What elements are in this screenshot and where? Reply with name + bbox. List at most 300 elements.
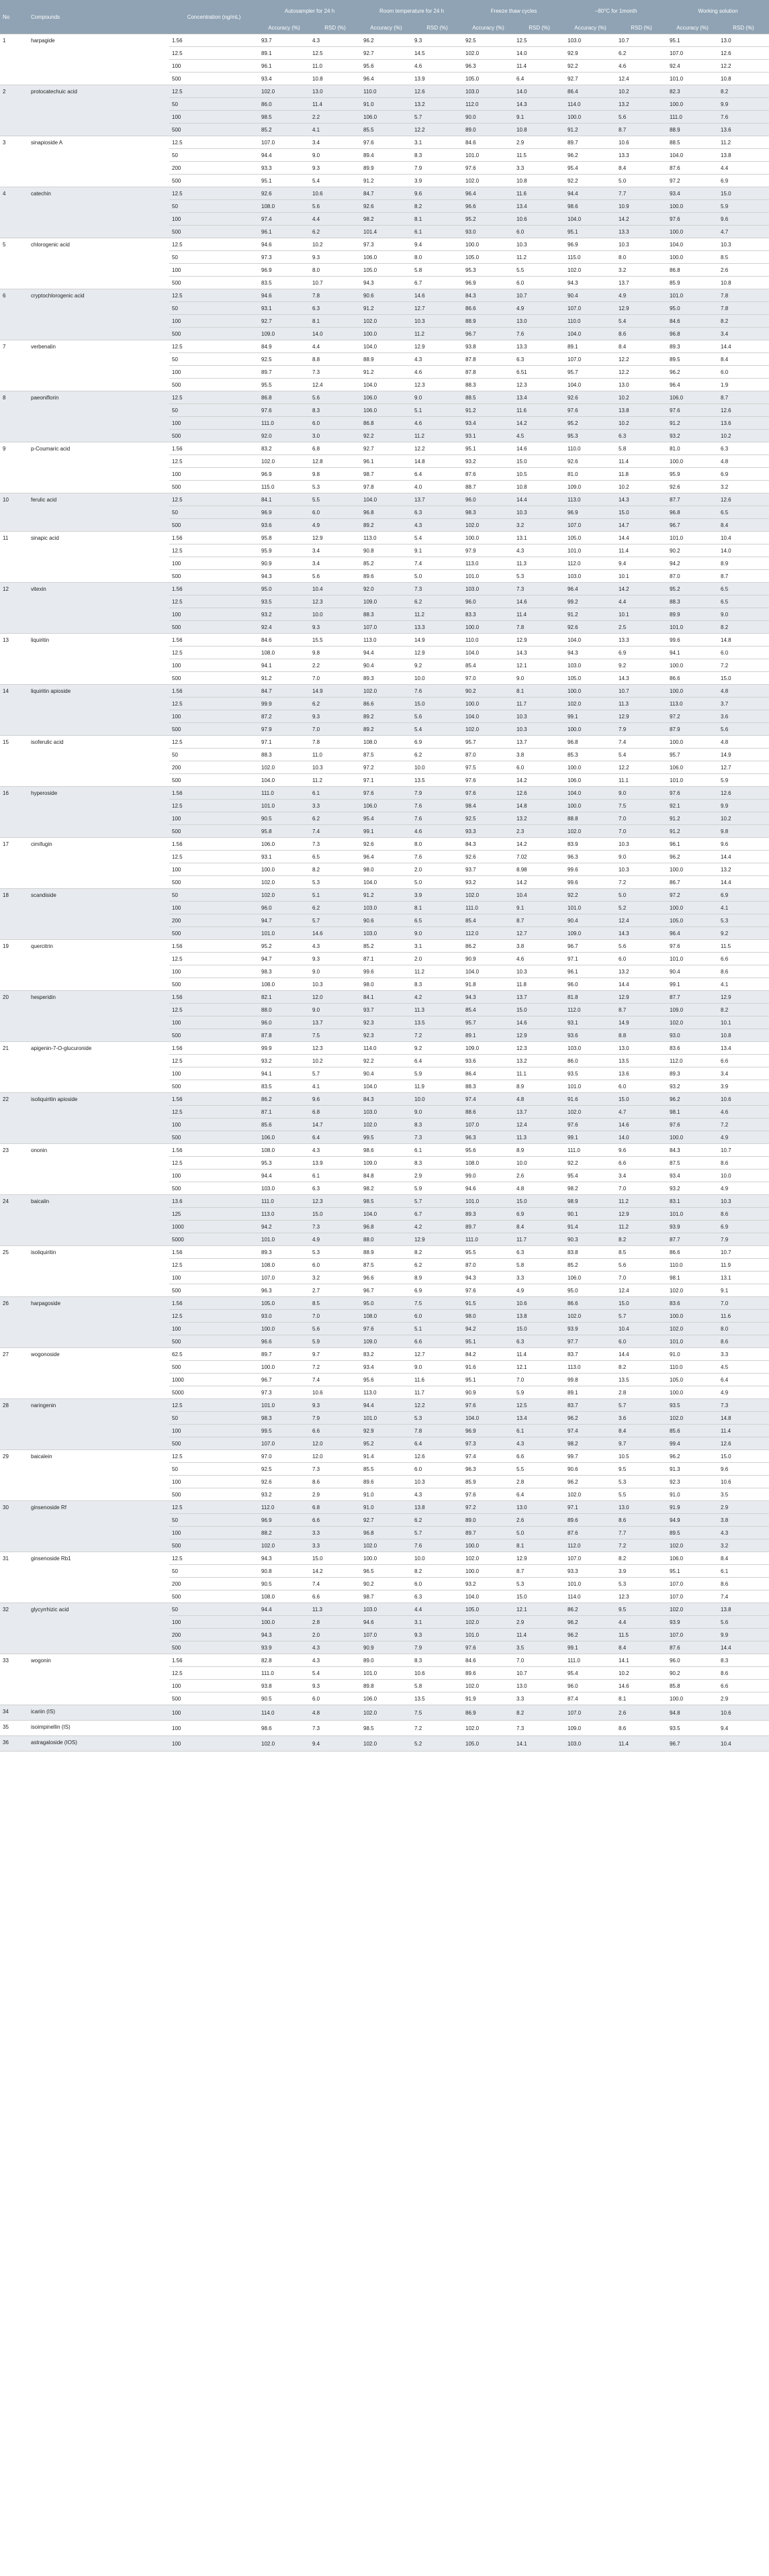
autosampler-accuracy-cell: 97.3 [261, 254, 272, 260]
minus80-accuracy-cell: 94.3 [568, 649, 578, 656]
minus80-rsd-cell: 5.2 [619, 904, 627, 911]
room-temp-rsd-cell: 4.2 [414, 994, 422, 1000]
working-rsd-cell: 8.6 [721, 1670, 729, 1676]
working-rsd-cell: 10.2 [721, 815, 731, 822]
working-accuracy-cell: 91.9 [670, 1504, 680, 1511]
room-temp-accuracy-cell: 99.6 [363, 968, 374, 975]
working-rsd-cell: 6.4 [721, 1376, 729, 1383]
compound-no-cell: 36 [3, 1739, 9, 1746]
working-rsd-cell: 6.6 [721, 1682, 729, 1689]
autosampler-accuracy-cell: 92.6 [261, 190, 272, 197]
room-temp-accuracy-cell: 96.4 [363, 853, 374, 860]
working-accuracy-cell: 112.0 [670, 1057, 683, 1064]
freeze-thaw-rsd-cell: 8.2 [516, 1709, 525, 1716]
concentration-cell: 100 [172, 1070, 181, 1077]
freeze-thaw-rsd-cell: 7.0 [516, 1376, 525, 1383]
compound-no-cell: 24 [3, 1198, 9, 1204]
autosampler-rsd-cell: 12.0 [312, 1440, 323, 1447]
freeze-thaw-accuracy-cell: 102.0 [465, 50, 480, 56]
room-temp-rsd-cell: 13.2 [414, 101, 425, 107]
room-temp-accuracy-cell: 106.0 [363, 394, 377, 401]
concentration-cell: 125 [172, 1210, 181, 1217]
autosampler-rsd-cell: 11.2 [312, 777, 322, 783]
working-accuracy-cell: 95.2 [670, 585, 680, 592]
autosampler-accuracy-cell: 90.9 [261, 560, 272, 567]
autosampler-rsd-cell: 9.8 [312, 649, 320, 656]
minus80-accuracy-cell: 97.7 [568, 1338, 578, 1345]
compound-name-cell: baicalein [31, 1453, 52, 1460]
compound-name-cell: vitexin [31, 586, 46, 592]
minus80-rsd-cell: 5.0 [619, 177, 627, 184]
room-temp-accuracy-cell: 95.6 [363, 62, 374, 69]
compound-no-cell: 11 [3, 535, 9, 541]
freeze-thaw-accuracy-cell: 102.0 [465, 1555, 480, 1562]
minus80-accuracy-cell: 96.2 [568, 1619, 578, 1625]
minus80-rsd-cell: 7.4 [619, 738, 627, 745]
working-accuracy-cell: 100.0 [670, 254, 684, 260]
compound-name-cell: paeoniflorin [31, 395, 59, 401]
autosampler-rsd-cell: 6.8 [312, 1108, 320, 1115]
room-temp-accuracy-cell: 90.4 [363, 1070, 374, 1077]
minus80-accuracy-cell: 103.0 [568, 1045, 582, 1051]
autosampler-rsd-cell: 9.0 [312, 968, 320, 975]
room-temp-rsd-cell: 11.7 [414, 1389, 424, 1396]
minus80-accuracy-cell: 101.0 [568, 904, 582, 911]
freeze-thaw-rsd-cell: 11.4 [516, 611, 527, 618]
freeze-thaw-rsd-cell: 4.8 [516, 1096, 525, 1102]
working-rsd-cell: 13.6 [721, 420, 731, 426]
minus80-accuracy-cell: 104.0 [568, 636, 582, 643]
working-rsd-cell: 5.9 [721, 777, 729, 783]
minus80-rsd-cell: 12.4 [619, 75, 629, 82]
working-rsd-cell: 4.7 [721, 228, 729, 235]
concentration-cell: 1.56 [172, 37, 183, 44]
room-temp-rsd-cell: 9.3 [414, 37, 422, 44]
freeze-thaw-rsd-cell: 10.3 [516, 241, 527, 248]
room-temp-rsd-cell: 11.2 [414, 968, 424, 975]
table-row [0, 34, 769, 47]
freeze-thaw-accuracy-cell: 95.5 [465, 1249, 476, 1255]
freeze-thaw-rsd-cell: 11.6 [516, 190, 527, 197]
freeze-thaw-rsd-cell: 6.6 [516, 1453, 525, 1460]
working-accuracy-cell: 102.0 [670, 1606, 684, 1613]
table-row [0, 685, 769, 698]
concentration-cell: 12.5 [172, 1057, 183, 1064]
room-temp-accuracy-cell: 92.7 [363, 445, 374, 452]
concentration-cell: 12.5 [172, 88, 183, 95]
header-working-solution: Working solution [667, 0, 769, 21]
concentration-cell: 500 [172, 828, 181, 834]
freeze-thaw-accuracy-cell: 104.0 [465, 1593, 480, 1600]
freeze-thaw-rsd-cell: 12.9 [516, 1032, 527, 1039]
autosampler-accuracy-cell: 94.4 [261, 1606, 272, 1613]
room-temp-rsd-cell: 3.9 [414, 892, 422, 898]
room-temp-rsd-cell: 8.3 [414, 1159, 422, 1166]
autosampler-accuracy-cell: 96.1 [261, 228, 272, 235]
minus80-rsd-cell: 10.1 [619, 573, 629, 579]
minus80-accuracy-cell: 95.2 [568, 420, 578, 426]
minus80-rsd-cell: 9.7 [619, 1440, 627, 1447]
room-temp-rsd-cell: 6.1 [414, 228, 422, 235]
compound-no-cell: 22 [3, 1096, 9, 1102]
freeze-thaw-accuracy-cell: 96.0 [465, 496, 476, 503]
working-rsd-cell: 4.8 [721, 458, 729, 465]
compound-no-cell: 33 [3, 1658, 9, 1664]
minus80-accuracy-cell: 92.6 [568, 394, 578, 401]
table-row [0, 1450, 769, 1463]
working-rsd-cell: 6.9 [721, 471, 729, 477]
concentration-cell: 1.56 [172, 1045, 183, 1051]
autosampler-accuracy-cell: 108.0 [261, 203, 275, 209]
autosampler-rsd-cell: 11.0 [312, 62, 322, 69]
room-temp-accuracy-cell: 97.6 [363, 1325, 374, 1332]
freeze-thaw-accuracy-cell: 97.4 [465, 1453, 476, 1460]
working-accuracy-cell: 89.3 [670, 343, 680, 350]
minus80-accuracy-cell: 110.0 [568, 318, 581, 324]
room-temp-accuracy-cell: 106.0 [363, 1695, 377, 1702]
concentration-cell: 1.56 [172, 1096, 183, 1102]
working-rsd-cell: 9.2 [721, 930, 729, 937]
table-row [0, 1552, 769, 1565]
freeze-thaw-rsd-cell: 14.2 [516, 841, 527, 847]
minus80-accuracy-cell: 94.3 [568, 279, 578, 286]
room-temp-rsd-cell: 9.0 [414, 1364, 422, 1370]
room-temp-rsd-cell: 3.1 [414, 943, 422, 949]
minus80-rsd-cell: 14.6 [619, 1682, 629, 1689]
room-temp-accuracy-cell: 91.0 [363, 1491, 374, 1498]
freeze-thaw-accuracy-cell: 97.5 [465, 764, 476, 771]
autosampler-rsd-cell: 8.1 [312, 318, 320, 324]
freeze-thaw-accuracy-cell: 89.3 [465, 1210, 476, 1217]
minus80-accuracy-cell: 101.0 [568, 1580, 582, 1587]
room-temp-accuracy-cell: 84.8 [363, 1172, 374, 1179]
working-rsd-cell: 14.8 [721, 636, 731, 643]
concentration-cell: 12.5 [172, 1006, 183, 1013]
autosampler-accuracy-cell: 94.7 [261, 917, 272, 924]
autosampler-accuracy-cell: 108.0 [261, 981, 275, 988]
room-temp-rsd-cell: 6.3 [414, 1593, 422, 1600]
compound-name-cell: isoimpinellin (IS) [31, 1724, 71, 1730]
minus80-rsd-cell: 3.2 [619, 267, 627, 273]
freeze-thaw-accuracy-cell: 104.0 [465, 1415, 480, 1421]
freeze-thaw-rsd-cell: 11.4 [516, 1351, 527, 1357]
working-rsd-cell: 4.3 [721, 1529, 729, 1536]
concentration-cell: 12.5 [172, 1313, 183, 1319]
room-temp-rsd-cell: 5.6 [414, 713, 422, 720]
minus80-rsd-cell: 10.7 [619, 687, 629, 694]
concentration-cell: 500 [172, 1364, 181, 1370]
autosampler-accuracy-cell: 99.5 [261, 1427, 272, 1434]
minus80-accuracy-cell: 102.0 [568, 1313, 582, 1319]
room-temp-accuracy-cell: 92.6 [363, 841, 374, 847]
room-temp-rsd-cell: 12.9 [414, 649, 425, 656]
room-temp-accuracy-cell: 99.5 [363, 1134, 374, 1141]
freeze-thaw-accuracy-cell: 84.6 [465, 1657, 476, 1664]
concentration-cell: 12.5 [172, 343, 183, 350]
minus80-accuracy-cell: 81.8 [568, 994, 578, 1000]
room-temp-accuracy-cell: 84.1 [363, 994, 374, 1000]
table-row [0, 442, 769, 455]
room-temp-accuracy-cell: 89.9 [363, 164, 374, 171]
room-temp-rsd-cell: 14.9 [414, 636, 425, 643]
room-temp-rsd-cell: 12.2 [414, 445, 425, 452]
freeze-thaw-accuracy-cell: 96.9 [465, 1427, 476, 1434]
minus80-accuracy-cell: 90.6 [568, 1466, 578, 1472]
freeze-thaw-accuracy-cell: 87.0 [465, 1261, 476, 1268]
room-temp-accuracy-cell: 89.8 [363, 1682, 374, 1689]
autosampler-accuracy-cell: 95.3 [261, 1159, 272, 1166]
autosampler-accuracy-cell: 93.2 [261, 1057, 272, 1064]
minus80-accuracy-cell: 87.4 [568, 1695, 578, 1702]
minus80-accuracy-cell: 105.0 [568, 675, 582, 681]
room-temp-accuracy-cell: 108.0 [363, 738, 377, 745]
autosampler-accuracy-cell: 95.0 [261, 585, 272, 592]
compound-name-cell: apigenin-7-O-glucuronide [31, 1045, 92, 1051]
concentration-cell: 12.5 [172, 139, 183, 146]
working-accuracy-cell: 96.7 [670, 1740, 680, 1747]
subheader-rsd: RSD (%) [310, 21, 361, 34]
freeze-thaw-accuracy-cell: 86.4 [465, 1070, 476, 1077]
minus80-rsd-cell: 12.9 [619, 713, 629, 720]
room-temp-rsd-cell: 10.0 [414, 764, 425, 771]
compound-name-cell: cimifugin [31, 841, 52, 847]
concentration-cell: 500 [172, 1542, 181, 1549]
room-temp-rsd-cell: 9.0 [414, 930, 422, 937]
minus80-rsd-cell: 11.4 [619, 458, 629, 465]
working-rsd-cell: 14.4 [721, 879, 731, 886]
working-accuracy-cell: 96.0 [670, 1657, 680, 1664]
freeze-thaw-rsd-cell: 4.5 [516, 432, 525, 439]
minus80-rsd-cell: 15.0 [619, 509, 629, 516]
minus80-rsd-cell: 5.6 [619, 943, 627, 949]
freeze-thaw-accuracy-cell: 96.7 [465, 330, 476, 337]
autosampler-rsd-cell: 5.7 [312, 917, 320, 924]
autosampler-rsd-cell: 6.2 [312, 815, 320, 822]
autosampler-accuracy-cell: 88.0 [261, 1006, 272, 1013]
working-accuracy-cell: 93.0 [670, 1032, 680, 1039]
working-accuracy-cell: 100.0 [670, 458, 684, 465]
minus80-accuracy-cell: 97.1 [568, 1504, 578, 1511]
freeze-thaw-rsd-cell: 2.9 [516, 1619, 525, 1625]
minus80-accuracy-cell: 102.0 [568, 1108, 582, 1115]
room-temp-accuracy-cell: 98.5 [363, 1725, 374, 1731]
autosampler-accuracy-cell: 102.0 [261, 458, 275, 465]
minus80-accuracy-cell: 96.2 [568, 1415, 578, 1421]
working-accuracy-cell: 96.4 [670, 381, 680, 388]
freeze-thaw-accuracy-cell: 97.9 [465, 547, 476, 554]
autosampler-rsd-cell: 9.4 [312, 1740, 320, 1747]
minus80-rsd-cell: 10.6 [619, 139, 629, 146]
concentration-cell: 12.5 [172, 292, 183, 299]
autosampler-rsd-cell: 4.1 [312, 1083, 320, 1090]
freeze-thaw-rsd-cell: 10.5 [516, 471, 527, 477]
concentration-cell: 500 [172, 1083, 181, 1090]
working-accuracy-cell: 100.0 [670, 662, 684, 669]
room-temp-rsd-cell: 13.5 [414, 1019, 425, 1026]
minus80-rsd-cell: 14.4 [619, 1351, 629, 1357]
working-rsd-cell: 12.6 [721, 1440, 731, 1447]
freeze-thaw-accuracy-cell: 86.6 [465, 305, 476, 312]
working-rsd-cell: 1.9 [721, 381, 729, 388]
room-temp-accuracy-cell: 102.0 [363, 1542, 377, 1549]
autosampler-rsd-cell: 11.3 [312, 1606, 322, 1613]
table-row [0, 136, 769, 149]
autosampler-accuracy-cell: 99.9 [261, 700, 272, 707]
room-temp-rsd-cell: 9.1 [414, 547, 422, 554]
autosampler-accuracy-cell: 93.3 [261, 164, 272, 171]
freeze-thaw-rsd-cell: 14.2 [516, 777, 527, 783]
autosampler-rsd-cell: 8.2 [312, 866, 320, 873]
concentration-cell: 12.5 [172, 802, 183, 809]
compound-no-cell: 26 [3, 1300, 9, 1306]
autosampler-rsd-cell: 6.8 [312, 1504, 320, 1511]
autosampler-rsd-cell: 6.4 [312, 1134, 320, 1141]
autosampler-accuracy-cell: 95.1 [261, 177, 272, 184]
freeze-thaw-rsd-cell: 10.7 [516, 1670, 527, 1676]
minus80-rsd-cell: 14.3 [619, 675, 629, 681]
working-accuracy-cell: 88.3 [670, 598, 680, 605]
concentration-cell: 100 [172, 1725, 181, 1731]
room-temp-accuracy-cell: 109.0 [363, 1159, 377, 1166]
freeze-thaw-accuracy-cell: 93.1 [465, 432, 476, 439]
freeze-thaw-rsd-cell: 12.3 [516, 1045, 527, 1051]
compound-no-cell: 1 [3, 38, 6, 44]
concentration-cell: 500 [172, 483, 181, 490]
room-temp-accuracy-cell: 87.5 [363, 1261, 374, 1268]
room-temp-rsd-cell: 13.8 [414, 1504, 425, 1511]
working-rsd-cell: 3.7 [721, 700, 729, 707]
minus80-accuracy-cell: 98.6 [568, 203, 578, 209]
working-accuracy-cell: 101.0 [670, 1210, 684, 1217]
autosampler-rsd-cell: 4.3 [312, 1644, 320, 1651]
autosampler-accuracy-cell: 94.4 [261, 1172, 272, 1179]
freeze-thaw-accuracy-cell: 104.0 [465, 968, 480, 975]
concentration-cell: 100 [172, 1709, 181, 1716]
working-accuracy-cell: 87.5 [670, 1159, 680, 1166]
working-rsd-cell: 10.2 [721, 432, 731, 439]
minus80-accuracy-cell: 92.2 [568, 62, 578, 69]
minus80-rsd-cell: 14.3 [619, 496, 629, 503]
minus80-accuracy-cell: 99.2 [568, 598, 578, 605]
concentration-cell: 1.56 [172, 534, 183, 541]
freeze-thaw-accuracy-cell: 97.6 [465, 790, 476, 796]
minus80-rsd-cell: 5.8 [619, 445, 627, 452]
freeze-thaw-accuracy-cell: 101.0 [465, 152, 480, 158]
room-temp-accuracy-cell: 95.0 [363, 1300, 374, 1306]
freeze-thaw-rsd-cell: 8.9 [516, 1083, 525, 1090]
autosampler-rsd-cell: 14.6 [312, 930, 323, 937]
autosampler-accuracy-cell: 97.4 [261, 216, 272, 222]
concentration-cell: 50 [172, 152, 178, 158]
room-temp-accuracy-cell: 104.0 [363, 1210, 377, 1217]
freeze-thaw-rsd-cell: 4.3 [516, 547, 525, 554]
room-temp-rsd-cell: 2.0 [414, 866, 422, 873]
compound-no-cell: 2 [3, 89, 6, 95]
minus80-accuracy-cell: 100.0 [568, 113, 582, 120]
minus80-rsd-cell: 9.0 [619, 853, 627, 860]
freeze-thaw-accuracy-cell: 84.6 [465, 139, 476, 146]
room-temp-rsd-cell: 12.6 [414, 1453, 425, 1460]
freeze-thaw-rsd-cell: 14.3 [516, 649, 527, 656]
compound-name-cell: protocatechuic acid [31, 89, 77, 95]
compound-name-cell: liquiritin apioside [31, 688, 71, 694]
compound-name-cell: hyperoside [31, 790, 58, 796]
working-accuracy-cell: 101.0 [670, 1338, 684, 1345]
room-temp-rsd-cell: 8.3 [414, 152, 422, 158]
room-temp-rsd-cell: 12.3 [414, 381, 425, 388]
compound-no-cell: 15 [3, 739, 9, 745]
freeze-thaw-accuracy-cell: 89.6 [465, 1670, 476, 1676]
subheader-accuracy: Accuracy (%) [463, 21, 514, 34]
room-temp-rsd-cell: 5.3 [414, 1415, 422, 1421]
room-temp-accuracy-cell: 91.0 [363, 1504, 374, 1511]
autosampler-rsd-cell: 9.6 [312, 1096, 320, 1102]
freeze-thaw-rsd-cell: 8.9 [516, 1147, 525, 1153]
minus80-rsd-cell: 4.6 [619, 62, 627, 69]
minus80-rsd-cell: 8.2 [619, 1364, 627, 1370]
working-rsd-cell: 6.5 [721, 509, 729, 516]
freeze-thaw-accuracy-cell: 98.0 [465, 1313, 476, 1319]
working-accuracy-cell: 91.0 [670, 1491, 680, 1498]
minus80-accuracy-cell: 99.1 [568, 1644, 578, 1651]
concentration-cell: 500 [172, 1032, 181, 1039]
room-temp-accuracy-cell: 96.7 [363, 1287, 374, 1294]
concentration-cell: 12.5 [172, 1504, 183, 1511]
minus80-accuracy-cell: 99.8 [568, 1376, 578, 1383]
concentration-cell: 12.5 [172, 496, 183, 503]
freeze-thaw-rsd-cell: 10.4 [516, 892, 527, 898]
freeze-thaw-rsd-cell: 4.3 [516, 1440, 525, 1447]
autosampler-rsd-cell: 3.4 [312, 547, 320, 554]
minus80-accuracy-cell: 101.0 [568, 1083, 582, 1090]
room-temp-accuracy-cell: 93.4 [363, 1364, 374, 1370]
compound-name-cell: harpagide [31, 38, 55, 44]
concentration-cell: 12.5 [172, 394, 183, 401]
autosampler-accuracy-cell: 102.0 [261, 892, 275, 898]
table-row [0, 991, 769, 1004]
freeze-thaw-accuracy-cell: 85.4 [465, 917, 476, 924]
freeze-thaw-accuracy-cell: 93.2 [465, 458, 476, 465]
working-rsd-cell: 10.4 [721, 534, 731, 541]
minus80-accuracy-cell: 83.9 [568, 841, 578, 847]
room-temp-accuracy-cell: 95.4 [363, 815, 374, 822]
working-accuracy-cell: 87.9 [670, 726, 680, 732]
autosampler-rsd-cell: 8.5 [312, 1300, 320, 1306]
minus80-accuracy-cell: 107.0 [568, 522, 582, 528]
freeze-thaw-rsd-cell: 2.6 [516, 1172, 525, 1179]
autosampler-rsd-cell: 3.3 [312, 1529, 320, 1536]
autosampler-rsd-cell: 5.9 [312, 1338, 320, 1345]
room-temp-accuracy-cell: 101.4 [363, 228, 377, 235]
working-rsd-cell: 10.1 [721, 1019, 731, 1026]
minus80-rsd-cell: 7.5 [619, 802, 627, 809]
autosampler-accuracy-cell: 89.7 [261, 369, 272, 375]
freeze-thaw-rsd-cell: 15.0 [516, 458, 527, 465]
working-rsd-cell: 15.0 [721, 1453, 731, 1460]
compound-no-cell: 12 [3, 586, 9, 592]
working-rsd-cell: 11.4 [721, 1427, 731, 1434]
freeze-thaw-rsd-cell: 13.2 [516, 1057, 527, 1064]
room-temp-accuracy-cell: 96.2 [363, 37, 374, 44]
autosampler-rsd-cell: 15.0 [312, 1555, 323, 1562]
working-accuracy-cell: 91.2 [670, 815, 680, 822]
room-temp-rsd-cell: 9.2 [414, 1045, 422, 1051]
room-temp-accuracy-cell: 113.0 [363, 534, 377, 541]
room-temp-accuracy-cell: 92.2 [363, 1057, 374, 1064]
autosampler-accuracy-cell: 95.8 [261, 828, 272, 834]
autosampler-rsd-cell: 7.4 [312, 1580, 320, 1587]
freeze-thaw-accuracy-cell: 100.0 [465, 700, 480, 707]
